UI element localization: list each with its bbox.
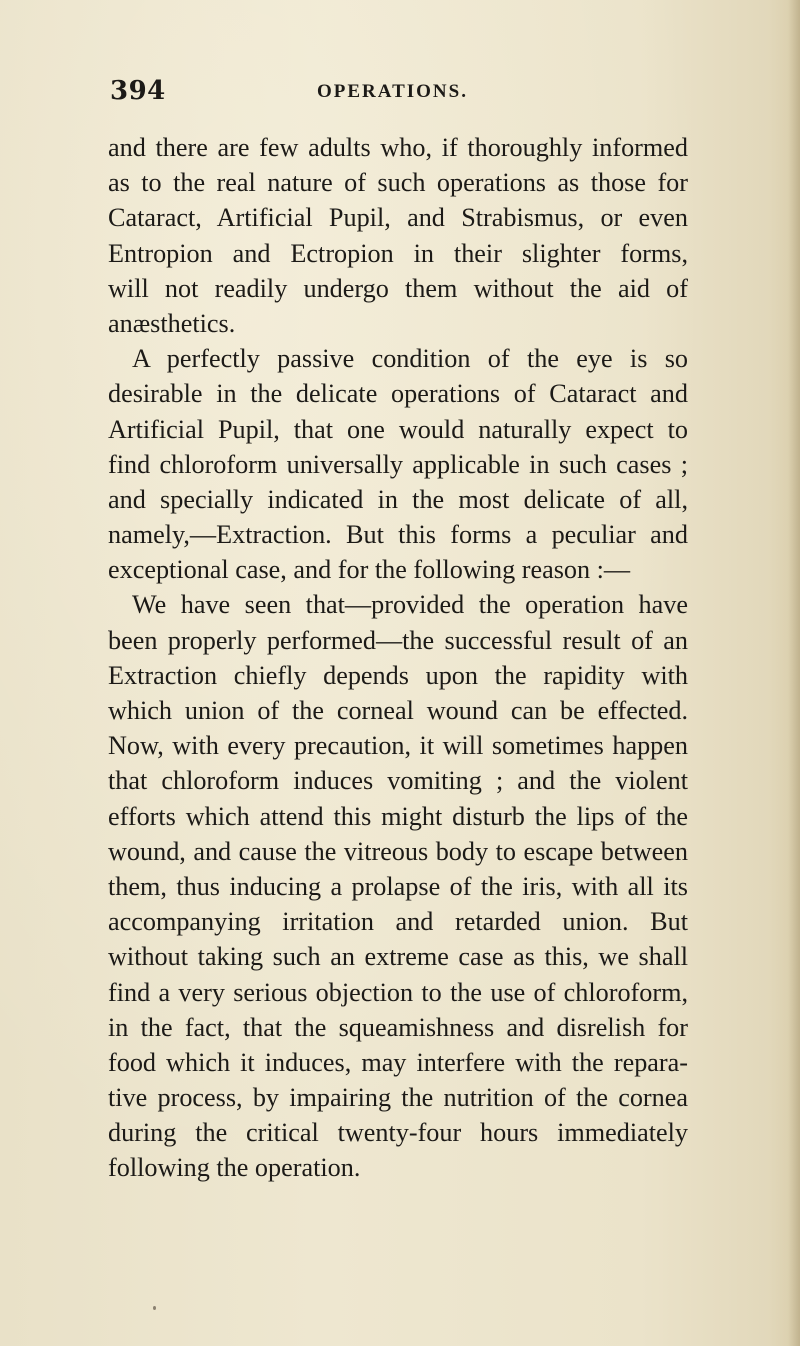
text-line: Now, with every precaution, it will sometimes happen xyxy=(108,731,688,761)
page-edge-shadow xyxy=(788,0,800,1346)
text-line: Artificial Pupil, that one would naturally expect to xyxy=(108,414,688,444)
text-line: which union of the corneal wound can be effected. xyxy=(108,696,688,725)
running-head: OPERATIONS. xyxy=(317,81,468,102)
text-line: food which it induces, may interfere with the repara- xyxy=(108,1047,688,1077)
text-line: exceptional case, and for the following reason :— xyxy=(108,555,631,585)
page-number: 394 xyxy=(110,76,166,106)
text-line: Cataract, Artificial Pupil, and Strabismus, or even xyxy=(108,203,688,233)
text-line: namely,—Extraction. But this forms a peculiar and xyxy=(108,520,688,550)
text-line: We have seen that—provided the operation have xyxy=(132,590,688,620)
text-line: anæsthetics. xyxy=(108,308,236,338)
text-line: that chloroform induces vomiting ; and the violent xyxy=(108,766,688,796)
text-line: and there are few adults who, if thoroughly informed xyxy=(108,133,688,162)
text-line: accompanying irritation and retarded union. But xyxy=(108,907,688,937)
text-line: efforts which attend this might disturb the lips of the xyxy=(108,801,688,831)
text-line: in the fact, that the squeamishness and disrelish for xyxy=(108,1012,688,1042)
text-line: Entropion and Ectropion in their slighter forms, xyxy=(108,238,688,268)
text-line: find a very serious objection to the use of chloroform, xyxy=(108,977,688,1007)
text-line: will not readily undergo them without the aid of xyxy=(108,273,688,303)
text-line: them, thus inducing a prolapse of the iris, with all its xyxy=(108,871,688,901)
text-line: wound, and cause the vitreous body to escape between xyxy=(108,836,688,866)
paper-speck xyxy=(153,1306,156,1310)
text-line: Extraction chiefly depends upon the rapidity with xyxy=(108,660,688,690)
page-header xyxy=(110,76,690,112)
text-line: following the operation. xyxy=(108,1153,361,1183)
text-line: and specially indicated in the most delicate of all, xyxy=(108,484,688,514)
body-text xyxy=(108,130,688,1186)
text-line: as to the real nature of such operations as those for xyxy=(108,168,688,198)
text-line: find chloroform universally applicable in such cases ; xyxy=(108,449,688,479)
text-line: desirable in the delicate operations of Cataract and xyxy=(108,379,688,409)
text-line: been properly performed—the successful result of an xyxy=(108,625,688,655)
text-line: during the critical twenty-four hours immediately xyxy=(108,1118,688,1148)
text-line: without taking such an extreme case as this, we shall xyxy=(108,942,688,972)
text-line: tive process, by impairing the nutrition of the cornea xyxy=(108,1083,688,1113)
text-line: A perfectly passive condition of the eye is so xyxy=(132,344,688,374)
